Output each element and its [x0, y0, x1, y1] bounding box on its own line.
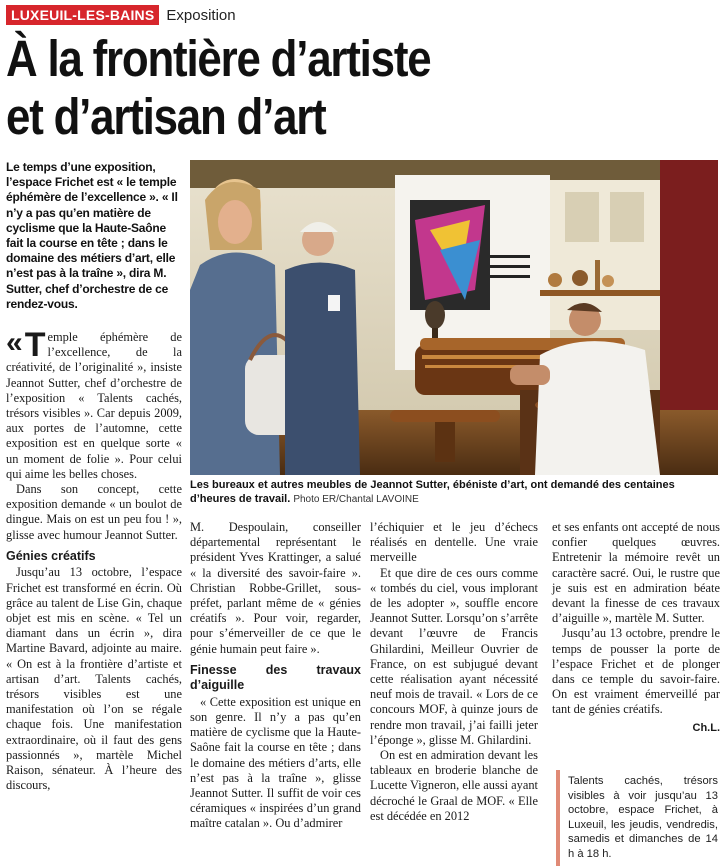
article-paragraph: l’échiquier et le jeu d’échecs réalisés en dentelle. Une vraie merveille: [370, 520, 538, 565]
article-column-2: [190, 520, 361, 832]
author-signature: Ch.L.: [692, 721, 720, 734]
headline-line-1: À la frontière d’artiste: [6, 30, 431, 87]
article-paragraph: On est en admiration devant les tableaux en broderie blanche de Lucette Vigneron, elle aussi ayant décroché le Graal de MOF. « Elle est décédée en 2012: [370, 748, 538, 823]
article-lead-text: emple éphémère de l’excellence, de la créativité, de l’originalité », insiste Jeannot Sutter, chef d’orchestre de l’exposition « Talents cachés, trésors visibles ». Car depuis 2009, aux portes de l’automne, cette exposition est en quelque sorte « un moment de folie ». Pour celui qui aime les belles choses.: [6, 330, 182, 481]
article-column-4: [552, 520, 720, 736]
article-paragraph: et ses enfants ont accepté de nous confier quelques œuvres. Entretenir la mémoire revêt un caractère sacré. Oui, le rustre que je suis est en admiration béate devant la finesse de ces travaux d’aiguille », martèle M. Sutter.: [552, 520, 720, 626]
caption-text: Les bureaux et autres meubles de Jeannot Sutter, ébéniste d’art, ont demandé des centaines d’heures de travail.: [190, 479, 675, 505]
article-paragraph: Et que dire de ces ours comme « tombés du ciel, vous implorant de les adopter », souffle encore Jeannot Sutter. Lorsqu’on s’arrête devant l’œuvre de Francis Ghilardini, Meilleur Ouvrier de France, on est subjugué devant cette réalisation ayant nécessité neuf mois de travail. « Lors de ce concours MOF, à quinze jours de rendre mon travail, j’ai failli jeter l’éponge », glisse M. Ghilardini.: [370, 565, 538, 747]
article-column-1: [6, 326, 182, 793]
opening-quote: «: [6, 326, 23, 359]
kicker: [6, 4, 236, 26]
headline: [6, 30, 617, 146]
drop-cap: T: [24, 326, 46, 364]
exhibition-photo-illustration: [190, 160, 718, 475]
info-box: Talents cachés, trésors visibles à voir jusqu’au 13 octobre, espace Frichet, à Luxeuil, les jeudis, vendredis, samedis et dimanches de 14 h à 18 h.: [556, 770, 722, 866]
rubric-section: Exposition: [166, 6, 236, 24]
subheading-genies: Génies créatifs: [6, 548, 96, 563]
photo-caption: [190, 478, 718, 507]
article-paragraph: M. Despoulain, conseiller départemental représentant le président Yves Krattinger, a salué « la diversité des savoir-faire ». Christian Robbe-Grillet, sous-préfet, parlant même de « génies créatifs ». Pour voir, regarder, pour s’émerveiller de ce que le génie humain peut faire ».: [190, 520, 361, 656]
article-paragraph: « Cette exposition est unique en son genre. Il n’y a pas qu’en matière de cyclisme que la Haute-Saône fait la course en tête ; dans le domaine des métiers d’arts, elle n’est pas à la traîne », glisse Jeannot Sutter. Il suffit de voir ces céramiques « inspirées d’un grand maître catalan ». Ou d’admirer: [190, 694, 361, 831]
article-paragraph: Jusqu’au 13 octobre, prendre le temps de pousser la porte de l’espace Frichet et de plonger dans ce temple du savoir-faire. On est vraiment émerveillé par tant de génies créatifs.: [552, 626, 720, 717]
chapo: Le temps d’une exposition, l’espace Frichet est « le temple éphémère de l’excellence ». « Il n’y a pas qu’en matière de cyclisme que la Haute-Saône fait la course en tête ; dans le domaine des métiers d’art, elle n’est pas à la traîne », dira M. Sutter, chef d’orchestre de ce rendez-vous.: [6, 160, 178, 311]
photo-credit: Photo ER/Chantal LAVOINE: [293, 494, 419, 505]
article-paragraph: Dans son concept, cette exposition demande « un boulot de dingue. Mais on est un peu fou ! », glisse avec humour Jeannot Sutter.: [6, 482, 182, 542]
article-paragraph: Jusqu’au 13 octobre, l’espace Frichet est transformé en écrin. Où grâce au talent de Lise Gin, chaque objet est mis en scène. « Tel un diamant dans un écrin », dira Martine Bavard, adjointe au maire. « On est à la frontière d’artiste et artisan d’art. Talents cachés, trésors visibles est une manifestation où l’on se régale chaque fois. Une manifestation extraordinaire, où il faut des gens passionnés », martèle Michel Raison, sénateur. À l’heure des discours,: [6, 565, 182, 793]
subheading-finesse: Finesse des travaux d’aiguille: [190, 662, 361, 693]
article-column-3: [370, 520, 538, 824]
rubric-town: LUXEUIL-LES-BAINS: [6, 5, 159, 25]
article-photo: [190, 160, 718, 475]
article-lead: [6, 326, 182, 482]
headline-line-2: et d’artisan d’art: [6, 88, 326, 145]
